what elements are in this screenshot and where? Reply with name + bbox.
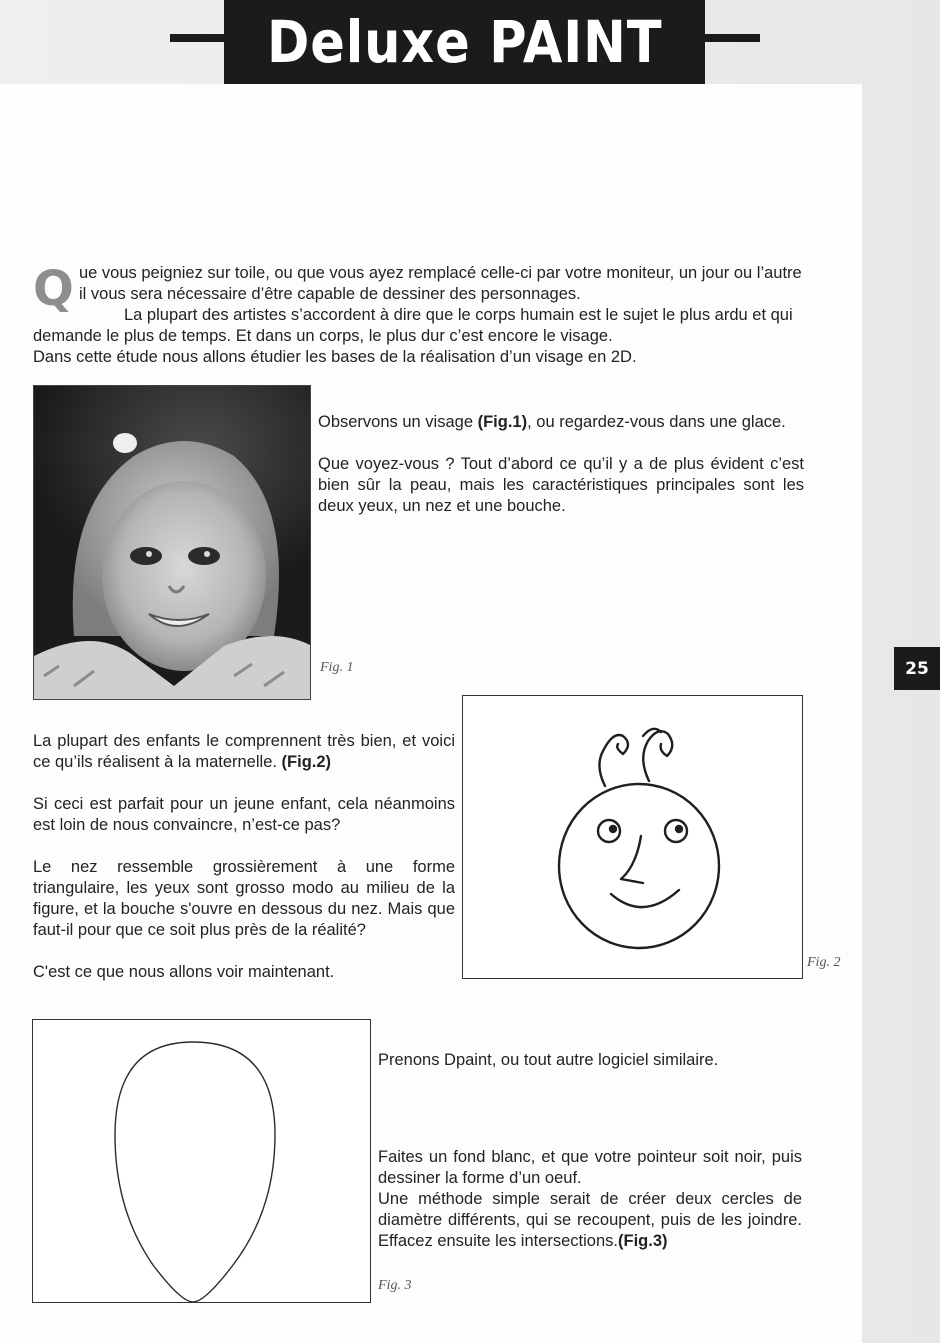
- child-face-photo: [33, 385, 311, 700]
- egg-paragraph: [378, 1147, 802, 1252]
- header-rule-right: [700, 34, 760, 42]
- child-drawing-figure: [462, 695, 803, 979]
- page-number: 25: [905, 658, 929, 679]
- section-dpaint: [378, 1050, 802, 1252]
- page-number-tab: [894, 647, 940, 690]
- intro-paragraph: [33, 263, 808, 368]
- section-children: [33, 731, 455, 1004]
- drop-cap: Q: [33, 261, 74, 317]
- nose-paragraph: Le nez ressemble grossièrement à une forme triangulaire, les yeux sont grosso modo au milieu de la figure, et la bouche s'ouvre en dessous du nez. Mais que faut-il pour que ce soit plus près de la réalité?: [33, 858, 455, 939]
- header-rule-left: [170, 34, 230, 42]
- intro-line-3: Dans cette étude nous allons étudier les bases de la réalisation d’un visage en 2D.: [33, 348, 637, 366]
- observe-paragraph: [318, 412, 804, 433]
- section-observe: [318, 412, 804, 538]
- header-banner: [224, 0, 705, 84]
- next-paragraph: C'est ce que nous allons voir maintenant.: [33, 963, 335, 981]
- egg-shape-figure: [32, 1019, 371, 1303]
- observe-text-b: , ou regardez-vous dans une glace.: [527, 413, 786, 431]
- intro-line-1: ue vous peigniez sur toile, ou que vous ayez remplacé celle-ci par votre moniteur, un jour ou l’autre il vous sera nécessaire d’être capable de dessiner des personnages.: [79, 264, 802, 303]
- features-paragraph: Que voyez-vous ? Tout d’abord ce qu’il y a de plus évident c’est bien sûr la peau, mais les caractéristiques principales sont les deux yeux, un nez et une bouche.: [318, 455, 804, 515]
- observe-fig-ref: (Fig.1): [477, 413, 528, 431]
- children-paragraph: [33, 731, 455, 773]
- convince-paragraph: Si ceci est parfait pour un jeune enfant, cela néanmoins est loin de nous convaincre, n’est-ce pas?: [33, 795, 455, 834]
- spacer: [378, 1092, 802, 1147]
- method-fig-ref: (Fig.3): [618, 1232, 668, 1250]
- fig2-caption: Fig. 2: [807, 955, 841, 970]
- children-text: La plupart des enfants le comprennent très bien, et voici ce qu’ils réalisent à la maternelle.: [33, 732, 455, 771]
- method-text: Une méthode simple serait de créer deux cercles de diamètre différents, qui se recoupent, puis de les joindre. Effacez ensuite les intersections.: [378, 1190, 802, 1250]
- intro-line-2: La plupart des artistes s’accordent à dire que le corps humain est le sujet le plus ardu et qui demande le plus de temps. Et dans un corps, le plus dur c’est encore le visage.: [33, 306, 793, 345]
- dpaint-paragraph: Prenons Dpaint, ou tout autre logiciel similaire.: [378, 1051, 719, 1069]
- fig3-caption: Fig. 3: [378, 1278, 412, 1293]
- observe-text-a: Observons un visage: [318, 413, 478, 431]
- egg-text: Faites un fond blanc, et que votre pointeur soit noir, puis dessiner la forme d’un oeuf.: [378, 1148, 802, 1187]
- page-title: Deluxe PAINT: [266, 8, 663, 76]
- fig1-caption: Fig. 1: [320, 660, 354, 675]
- children-fig-ref: (Fig.2): [281, 753, 332, 771]
